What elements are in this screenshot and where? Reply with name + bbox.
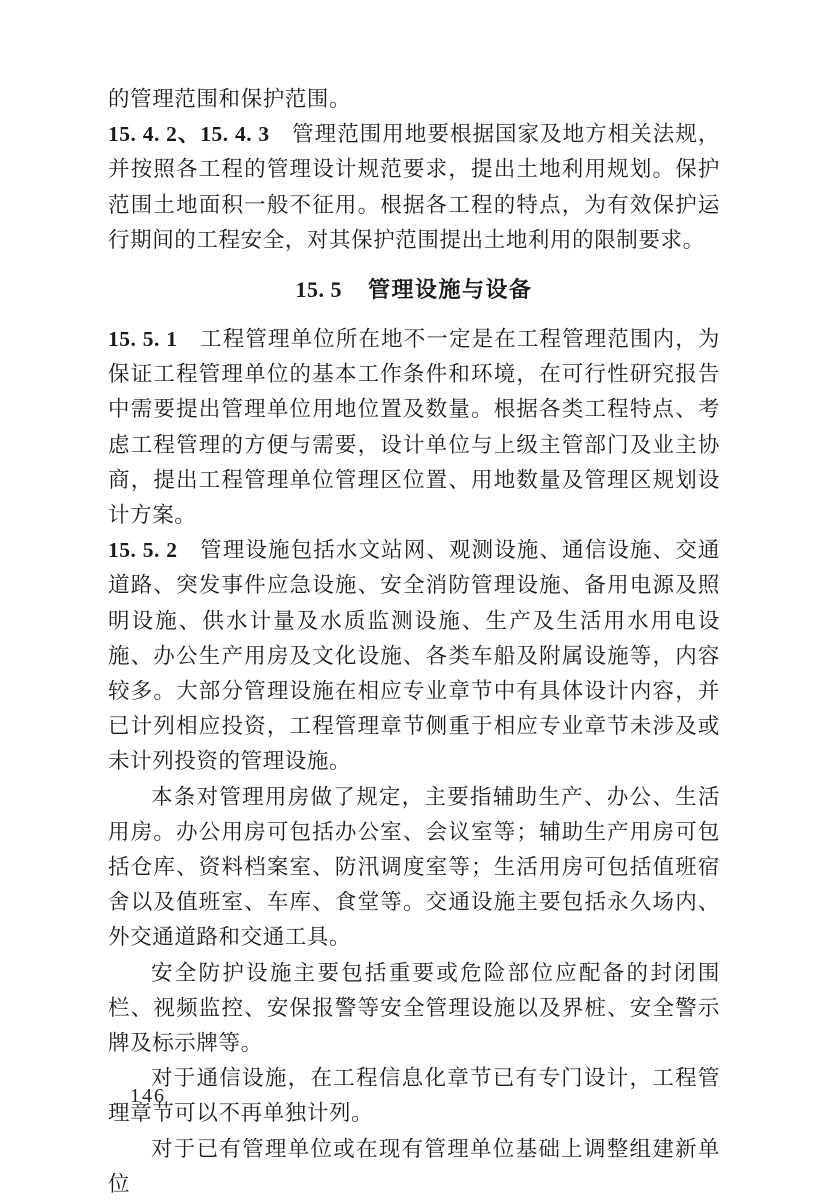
paragraph-safety-facilities: 安全防护设施主要包括重要或危险部位应配备的封闭围栏、视频监控、安保报警等安全管理设施以及界桩、安全警示牌及标示牌等。 [108,960,720,1057]
section-number: 15. 5 [295,277,342,303]
clause-15-5-1 [108,322,720,533]
clause-15-5-2 [108,533,720,779]
clause-number: 15. 5. 2 [108,538,178,563]
section-heading [108,272,720,308]
clause-text: 管理范围用地要根据国家及地方相关法规，并按照各工程的管理设计规范要求，提出土地利用规划。保护范围土地面积一般不征用。根据各工程的特点，为有效保护运行期间的工程安全，对其保护范围提出土地利用的限制要求。 [108,122,720,253]
clause-number: 15. 4. 2、15. 4. 3 [108,122,270,147]
clause-15-4-2 [108,117,720,258]
paragraph-communication: 对于通信设施，在工程信息化章节已有专门设计，工程管理章节可以不再单独计列。 [108,1066,720,1127]
clause-text: 管理设施包括水文站网、观测设施、通信设施、交通道路、突发事件应急设施、安全消防管理设施、备用电源及照明设施、供水计量及水质监测设施、生产及生活用水用电设施、办公生产用房及文化设施、各类车船及附属设施等，内容较多。大部分管理设施在相应专业章节中有具体设计内容，并已计列相应投资，工程管理章节侧重于相应专业章节未涉及或未计列投资的管理设施。 [108,538,720,775]
paragraph-continuation: 的管理范围和保护范围。 [108,87,352,112]
section-title: 管理设施与设备 [367,277,533,304]
paragraph-existing-units: 对于已有管理单位或在现有管理单位基础上调整组建新单位 [108,1136,720,1197]
page-body [108,82,720,1202]
page-number: 146 [130,1085,166,1107]
clause-number: 15. 5. 1 [108,327,178,352]
clause-text: 工程管理单位所在地不一定是在工程管理范围内，为保证工程管理单位的基本工作条件和环境，在可行性研究报告中需要提出管理单位用地位置及数量。根据各类工程特点、考虑工程管理的方便与需要，设计单位与上级主管部门及业主协商，提出工程管理单位管理区位置、用地数量及管理区规划设计方案。 [108,327,720,529]
paragraph-management-housing: 本条对管理用房做了规定，主要指辅助生产、办公、生活用房。办公用房可包括办公室、会议室等；辅助生产用房可包括仓库、资料档案室、防汛调度室等；生活用房可包括值班宿舍以及值班室、车库、食堂等。交通设施主要包括永久场内、外交通道路和交通工具。 [108,784,720,951]
